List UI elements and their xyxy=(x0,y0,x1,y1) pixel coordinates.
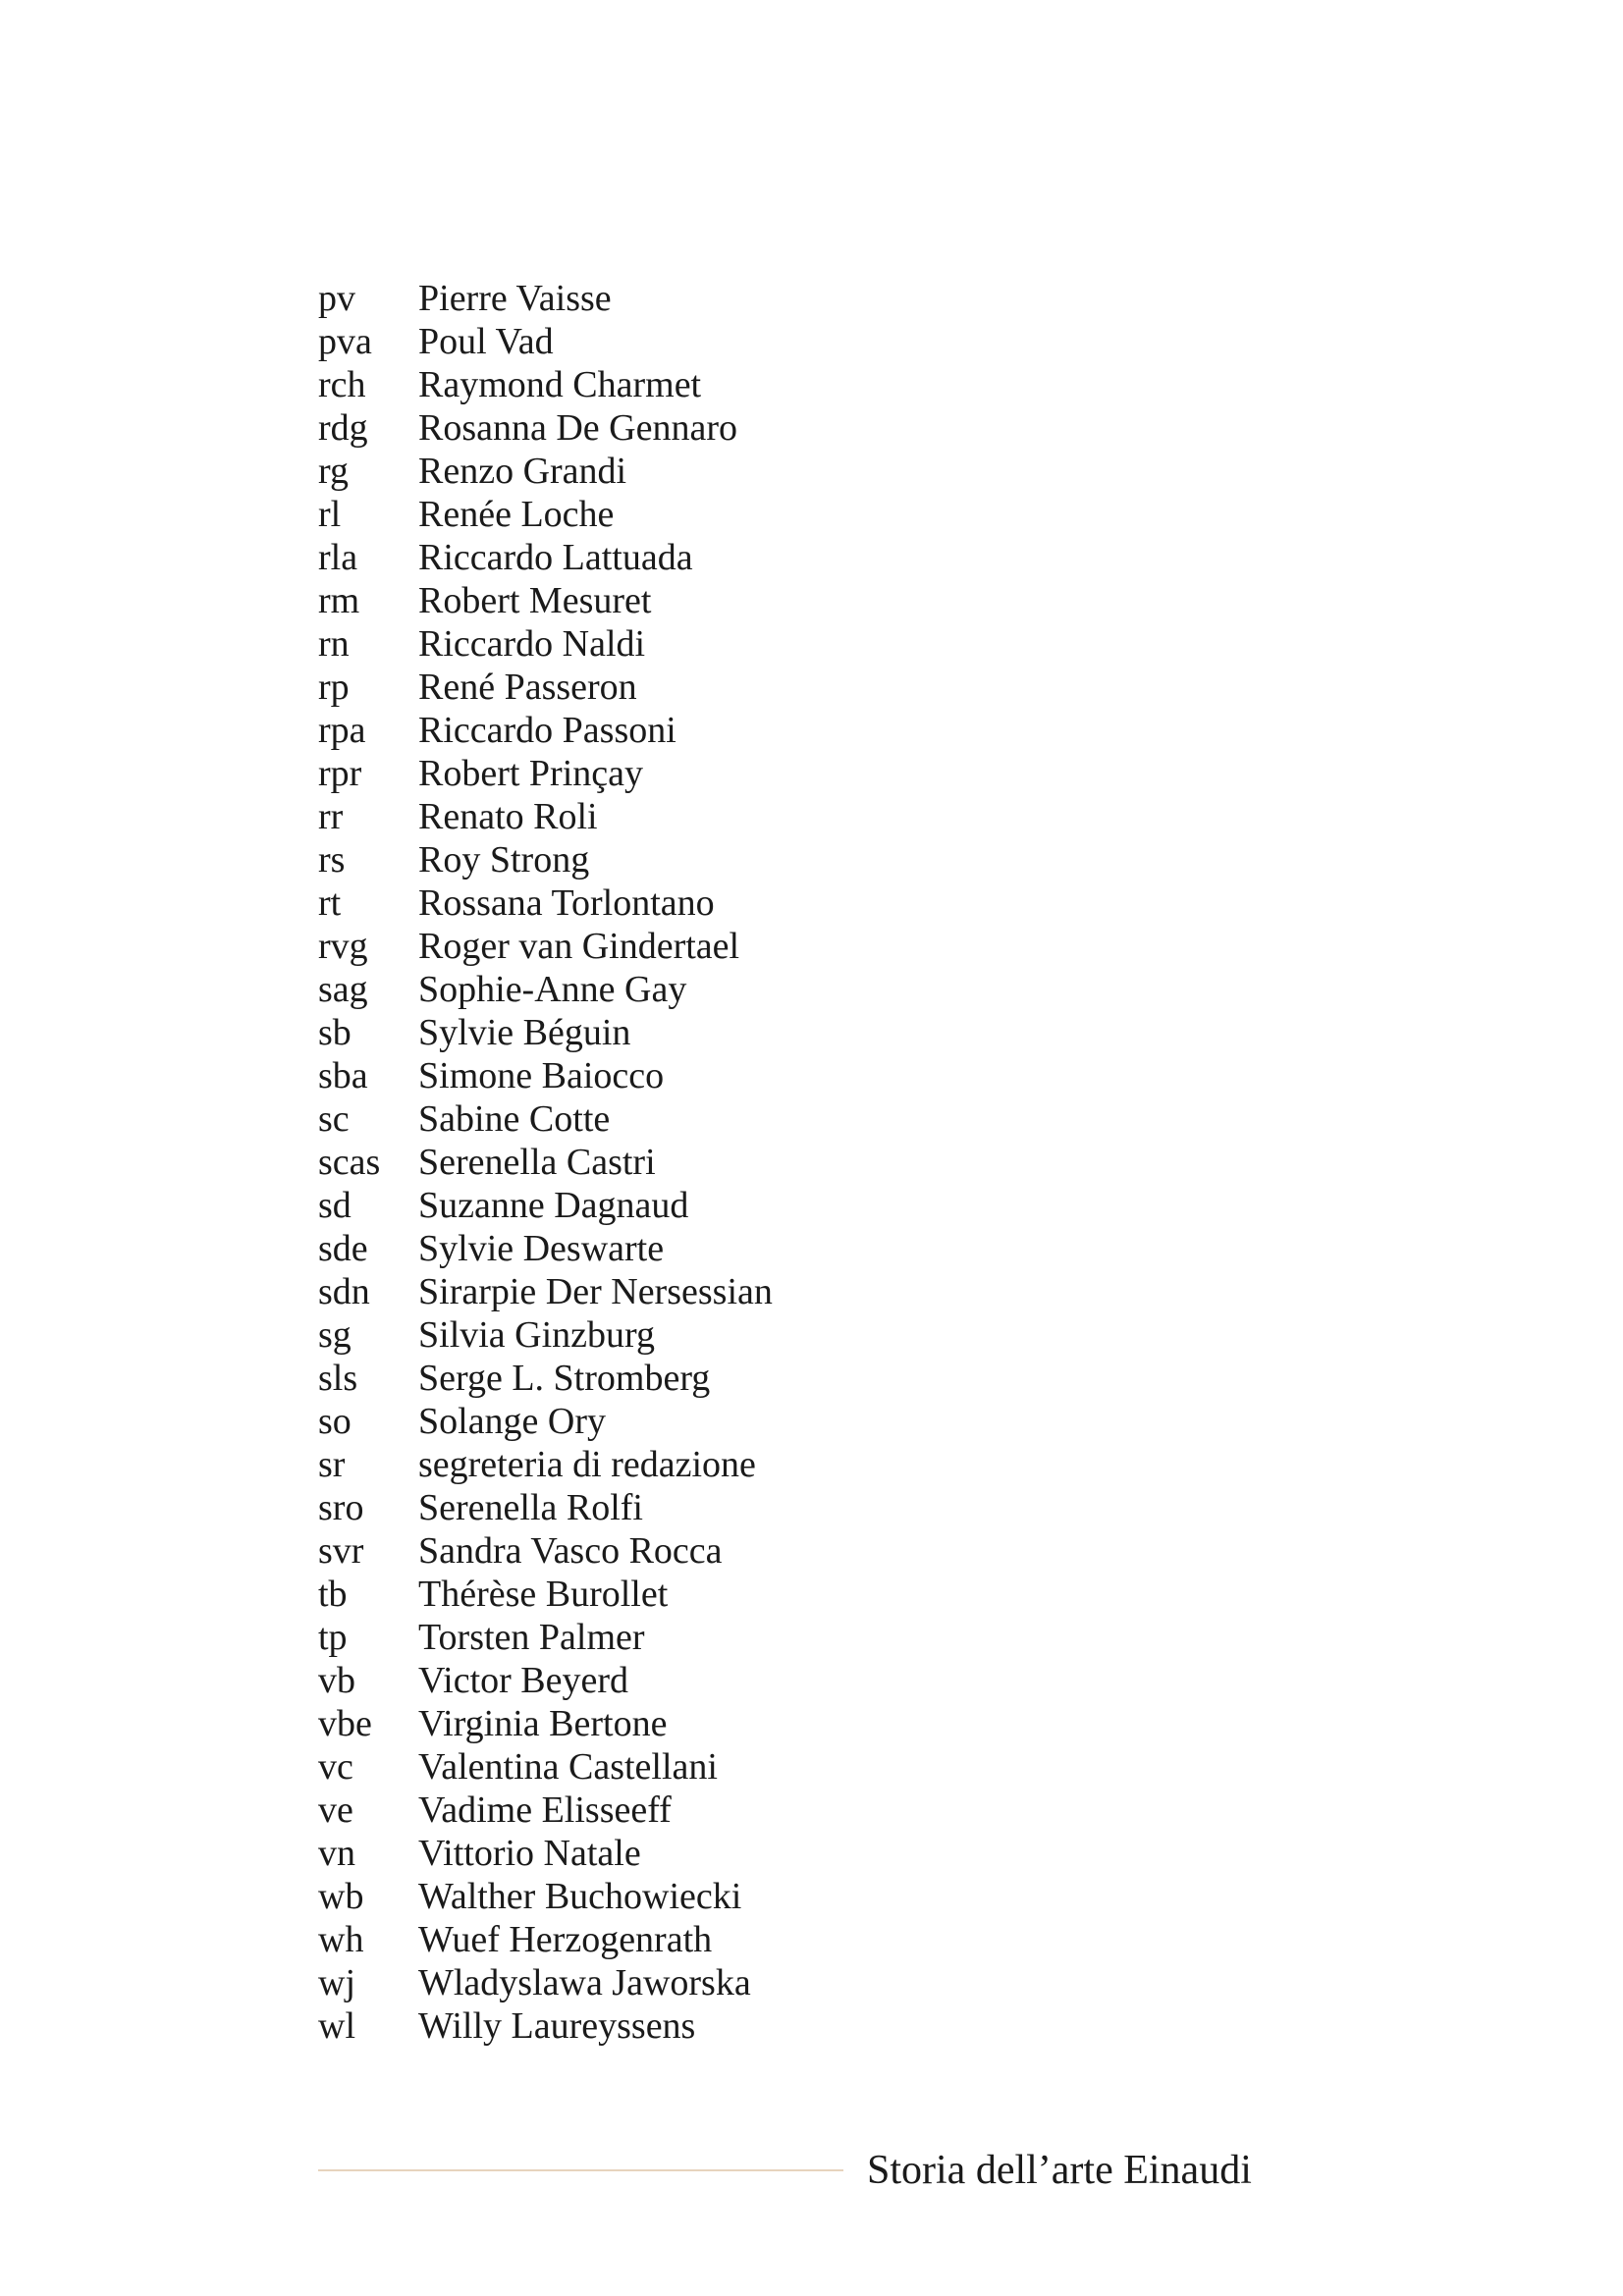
list-item xyxy=(318,1184,773,1227)
contributor-name: Serge L. Stromberg xyxy=(418,1358,711,1399)
list-item xyxy=(318,2004,773,2048)
abbreviation-code: tb xyxy=(318,1574,348,1615)
list-item xyxy=(318,1529,773,1573)
contributor-name: Walther Buchowiecki xyxy=(418,1876,742,1917)
contributor-name: Sabine Cotte xyxy=(418,1098,611,1140)
abbreviation-code: sg xyxy=(318,1314,352,1356)
abbreviation-code: rt xyxy=(318,882,342,924)
abbreviation-code: so xyxy=(318,1401,352,1442)
abbreviation-code: sb xyxy=(318,1012,352,1053)
list-item xyxy=(318,795,773,838)
contributor-name: Sophie-Anne Gay xyxy=(418,969,687,1010)
list-item xyxy=(318,1400,773,1443)
abbreviation-code: rpr xyxy=(318,753,362,794)
abbreviation-code: rpa xyxy=(318,710,366,751)
contributor-name: Roger van Gindertael xyxy=(418,926,740,967)
contributor-name: Vittorio Natale xyxy=(418,1833,641,1874)
abbreviation-code: sro xyxy=(318,1487,364,1528)
contributor-name: Roy Strong xyxy=(418,839,590,881)
abbreviation-code: sc xyxy=(318,1098,350,1140)
list-item xyxy=(318,277,773,320)
list-item xyxy=(318,1011,773,1054)
list-item xyxy=(318,709,773,752)
footer-rule xyxy=(318,2169,843,2171)
list-item xyxy=(318,493,773,536)
list-item xyxy=(318,1486,773,1529)
abbreviation-list xyxy=(318,277,773,2048)
list-item xyxy=(318,320,773,363)
contributor-name: Pierre Vaisse xyxy=(418,278,612,319)
list-item xyxy=(318,1616,773,1659)
list-item xyxy=(318,925,773,968)
abbreviation-code: pv xyxy=(318,278,355,319)
list-item xyxy=(318,1745,773,1789)
list-item xyxy=(318,881,773,925)
list-item xyxy=(318,1097,773,1141)
contributor-name: Simone Baiocco xyxy=(418,1055,665,1096)
contributor-name: Riccardo Naldi xyxy=(418,623,646,665)
contributor-name: Sandra Vasco Rocca xyxy=(418,1530,723,1572)
abbreviation-code: rg xyxy=(318,451,349,492)
list-item xyxy=(318,752,773,795)
abbreviation-code: vb xyxy=(318,1660,355,1701)
abbreviation-code: wj xyxy=(318,1962,355,2003)
abbreviation-code: sba xyxy=(318,1055,368,1096)
contributor-name: Sylvie Deswarte xyxy=(418,1228,665,1269)
contributor-name: Riccardo Passoni xyxy=(418,710,676,751)
abbreviation-code: svr xyxy=(318,1530,364,1572)
list-item xyxy=(318,450,773,493)
abbreviation-code: rr xyxy=(318,796,344,837)
list-item xyxy=(318,838,773,881)
contributor-name: Robert Prinçay xyxy=(418,753,644,794)
abbreviation-code: pva xyxy=(318,321,372,362)
contributor-name: Wuef Herzogenrath xyxy=(418,1919,713,1960)
list-item xyxy=(318,579,773,622)
page-footer xyxy=(318,2143,1275,2198)
abbreviation-code: rdg xyxy=(318,407,368,449)
list-item xyxy=(318,1313,773,1357)
contributor-name: Wladyslawa Jaworska xyxy=(418,1962,751,2003)
contributor-name: Raymond Charmet xyxy=(418,364,702,405)
abbreviation-code: rvg xyxy=(318,926,368,967)
list-item xyxy=(318,1832,773,1875)
contributor-name: Suzanne Dagnaud xyxy=(418,1185,689,1226)
contributor-name: Torsten Palmer xyxy=(418,1617,645,1658)
contributor-name: René Passeron xyxy=(418,667,637,708)
contributor-name: Poul Vad xyxy=(418,321,554,362)
list-item xyxy=(318,666,773,709)
abbreviation-code: wl xyxy=(318,2005,355,2047)
list-item xyxy=(318,1141,773,1184)
contributor-name: Renato Roli xyxy=(418,796,598,837)
list-item xyxy=(318,622,773,666)
abbreviation-code: sr xyxy=(318,1444,346,1485)
abbreviation-code: rch xyxy=(318,364,366,405)
abbreviation-code: wb xyxy=(318,1876,364,1917)
abbreviation-code: sde xyxy=(318,1228,368,1269)
contributor-name: Rosanna De Gennaro xyxy=(418,407,738,449)
contributor-name: Serenella Castri xyxy=(418,1142,656,1183)
abbreviation-code: rp xyxy=(318,667,350,708)
list-item xyxy=(318,1918,773,1961)
abbreviation-code: rm xyxy=(318,580,360,621)
list-item xyxy=(318,363,773,406)
contributor-name: Renzo Grandi xyxy=(418,451,627,492)
contributor-name: Vadime Elisseeff xyxy=(418,1789,672,1831)
contributor-name: Sylvie Béguin xyxy=(418,1012,631,1053)
list-item xyxy=(318,1702,773,1745)
contributor-name: Sirarpie Der Nersessian xyxy=(418,1271,773,1312)
list-item xyxy=(318,1357,773,1400)
list-item xyxy=(318,1227,773,1270)
abbreviation-code: vbe xyxy=(318,1703,372,1744)
contributor-name: Willy Laureyssens xyxy=(418,2005,696,2047)
list-item xyxy=(318,1443,773,1486)
abbreviation-code: rn xyxy=(318,623,350,665)
list-item xyxy=(318,1054,773,1097)
contributor-name: Thérèse Burollet xyxy=(418,1574,669,1615)
abbreviation-code: ve xyxy=(318,1789,353,1831)
abbreviation-code: vc xyxy=(318,1746,353,1788)
abbreviation-code: sag xyxy=(318,969,368,1010)
abbreviation-code: sls xyxy=(318,1358,358,1399)
abbreviation-code: rs xyxy=(318,839,346,881)
abbreviation-code: tp xyxy=(318,1617,348,1658)
list-item xyxy=(318,536,773,579)
contributor-name: Solange Ory xyxy=(418,1401,607,1442)
contributor-name: Virginia Bertone xyxy=(418,1703,668,1744)
list-item xyxy=(318,1961,773,2004)
contributor-name: Riccardo Lattuada xyxy=(418,537,693,578)
list-item xyxy=(318,406,773,450)
contributor-name: Serenella Rolfi xyxy=(418,1487,643,1528)
list-item xyxy=(318,1270,773,1313)
contributor-name: segreteria di redazione xyxy=(418,1444,756,1485)
abbreviation-code: vn xyxy=(318,1833,355,1874)
contributor-name: Victor Beyerd xyxy=(418,1660,629,1701)
contributor-name: Rossana Torlontano xyxy=(418,882,715,924)
abbreviation-code: sd xyxy=(318,1185,352,1226)
list-item xyxy=(318,1573,773,1616)
contributor-name: Silvia Ginzburg xyxy=(418,1314,656,1356)
list-item xyxy=(318,1659,773,1702)
abbreviation-code: rl xyxy=(318,494,342,535)
list-item xyxy=(318,1875,773,1918)
abbreviation-code: sdn xyxy=(318,1271,370,1312)
abbreviation-code: scas xyxy=(318,1142,381,1183)
contributor-name: Valentina Castellani xyxy=(418,1746,718,1788)
contributor-name: Renée Loche xyxy=(418,494,615,535)
list-item xyxy=(318,1789,773,1832)
footer-title: Storia dell’arte Einaudi xyxy=(867,2148,1252,2193)
abbreviation-code: wh xyxy=(318,1919,364,1960)
contributor-name: Robert Mesuret xyxy=(418,580,652,621)
abbreviation-code: rla xyxy=(318,537,358,578)
list-item xyxy=(318,968,773,1011)
